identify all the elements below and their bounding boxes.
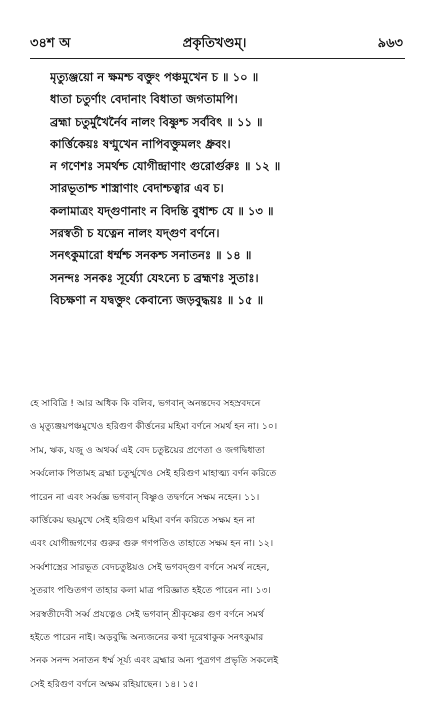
verse-line: ব্রহ্মা চতুর্মুখৈর্নৈব নালং বিষ্ণুশ্চ সর্ববিৎ ॥ ১১ ॥ (50, 114, 263, 129)
verse-line: কলামাত্রং যদ্গুণানাং ন বিদন্তি বুধাশ্চ যে ॥ ১৩ ॥ (50, 203, 274, 218)
translation-line: সনক সনন্দ সনাতন ধর্ম্ম সূর্য্য এবং ব্রহ্মার অন্য পুত্রগণ প্রভৃতি সকলেই (30, 655, 279, 667)
translation-line: সেই হরিগুণ বর্ণনে অক্ষম রহিয়াছেন। ১৪। ১৫। (30, 678, 198, 690)
verse-line: সারভূতাশ্চ শাস্ত্রাণাং বেদাশ্চত্বার এব চ। (50, 181, 224, 196)
translation-line: হে সাবিত্রি ! আর অধিক কি বলিব, ভগবান্‌ অনন্তদেব সহস্রবদনে (30, 398, 261, 409)
translation-line: এবং যোগীন্দ্রগণের গুরুর গুরু গণপতিও তাহাতে সক্ষম হন না। ১২। (30, 538, 274, 550)
translation-line: কার্ত্তিকেয় ছয়মুখে সেই হরিগুণ মহিমা বর্ণন করিতে সক্ষম হন না (30, 514, 255, 526)
translation-line: সুতরাং পণ্ডিতগণ তাহার কলা মাত্র পরিজ্ঞাত হইতে পারেন না। ১৩। (30, 585, 271, 597)
translation-line: পারেন না এবং সর্ব্বজ্ঞ ভগবান্‌ বিষ্ণুও তদ্বর্ণনে সক্ষম নহেন। ১১। (30, 491, 260, 503)
verse-line: মৃত্যুঞ্জয়ো ন ক্ষমশ্চ বক্তুং পঞ্চমুখেন চ ॥ ১০ ॥ (50, 70, 259, 84)
running-title: প্রকৃতিখণ্ডম্। (182, 36, 247, 51)
verse-line: সরস্বতী চ যত্নেন নালং যদ্গুণ বর্ণনে। (50, 226, 220, 241)
verse-line: ধাতা চতুর্ণাং বেদানাং বিধাতা জগতামপি। (50, 92, 238, 107)
translation-line: সর্ব্বলোক পিতামহ ব্রহ্মা চতুর্ম্মুখেও সেই হরিগুণ মাহাত্ম্য বর্ণন করিতে (30, 468, 277, 480)
verse-line: সনৎকুমারো ধর্ম্মশ্চ সনকশ্চ সনাতনঃ ॥ ১৪ ॥ (50, 248, 252, 263)
sanskrit-verses (50, 66, 410, 311)
page-number: ৯৬৩ (377, 36, 403, 51)
verse-line: ন গণেশঃ সমর্থশ্চ যোগীন্দ্রাণাং গুরোর্গুরুঃ ॥ ১২ ॥ (50, 159, 281, 174)
translation-line: সর্ব্বশাস্ত্রের সারভূত বেদচতুষ্টয়ও সেই ভগবদ্গুণ বর্ণনে সমর্থ নহেন, (30, 561, 270, 573)
verse-line: সনন্দঃ সনকঃ সূর্য্যো যেঽন্যে চ ব্রহ্মণঃ সুতাঃ। (50, 270, 259, 285)
verse-line: কার্ত্তিকেয়ঃ ষণ্মুখেন নাপিবক্তুমলং ধ্রুবং। (50, 136, 231, 151)
translation-line: সাম, ঋক, যজু ও অথর্ব্ব এই বেদ চতুষ্টয়ের প্রণেতা ও জগদ্বিধাতা (30, 444, 265, 456)
bengali-translation (30, 392, 406, 696)
translation-line: হইতে পারেন নাই। অড়বুদ্ধি অন্যজনের কথা দূরেথাকুক সনৎকুমার (30, 631, 264, 643)
chapter-label: ৩৪শ অ (30, 36, 71, 51)
header-rule (30, 58, 405, 59)
verse-line: বিচক্ষণা ন যদ্বক্তুং কেবান্যে জড়বুদ্ধয়ঃ ॥ ১৫ ॥ (50, 292, 264, 307)
translation-line: ও মৃত্যুঞ্জয়পঞ্চমুখেও হরিগুণ কীর্ত্তনের মহিমা বর্ণনে সমর্থ হন না। ১০। (30, 421, 278, 433)
translation-line: সরস্বতীদেবী সর্ব্ব প্রযত্নেও সেই ভগবান্‌ শ্রীকৃষ্ণের গুণ বর্ণনে সমর্থ (30, 608, 264, 620)
